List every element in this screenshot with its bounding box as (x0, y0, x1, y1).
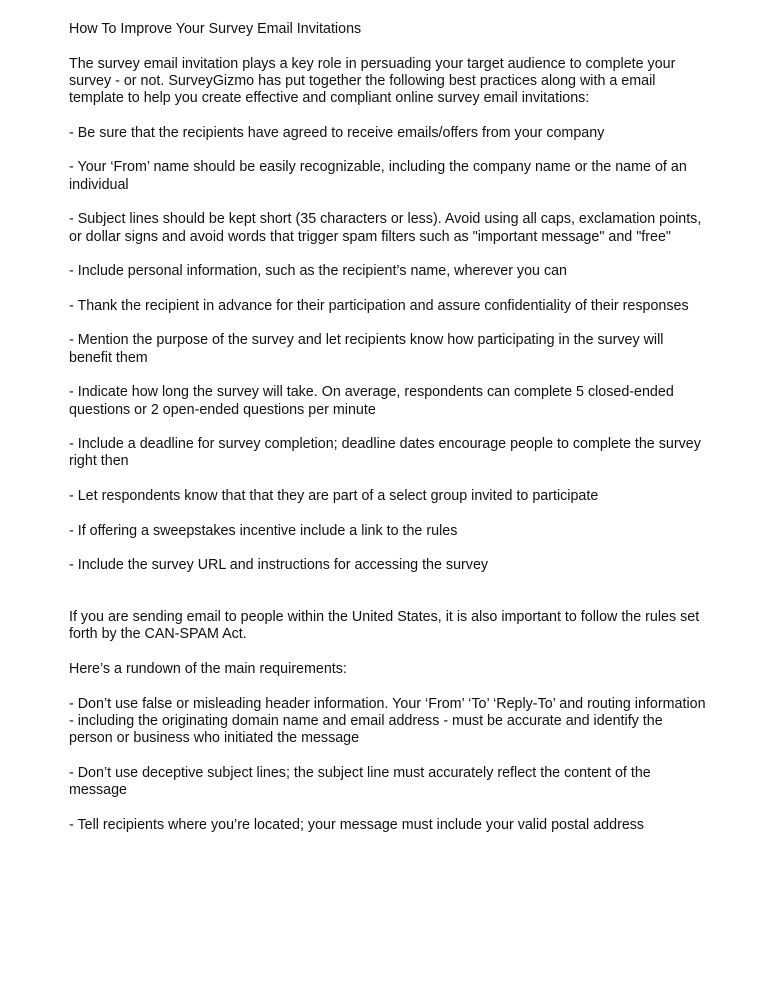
best-practice-item: - Include the survey URL and instructions for accessing the survey (69, 557, 489, 574)
document-page (69, 21, 709, 851)
requirement-item: - Don’t use deceptive subject lines; the subject line must accurately reflect the content of the message (69, 764, 651, 799)
best-practice-item: - If offering a sweepstakes incentive include a link to the rules (69, 522, 458, 539)
intro-paragraph: The survey email invitation plays a key role in persuading your target audience to complete your survey - or not. SurveyGizmo has put together the following best practices along with a email template to help you create effective and compliant online survey email invitations: (69, 55, 676, 107)
best-practice-item: - Mention the purpose of the survey and let recipients know how participating in the survey will benefit them (69, 332, 664, 366)
can-spam-intro: If you are sending email to people within the United States, it is also important to follow the rules set forth by the CAN-SPAM Act. (69, 609, 700, 643)
best-practice-item: - Thank the recipient in advance for their participation and assure confidentiality of their responses (69, 297, 689, 314)
rundown-heading: Here’s a rundown of the main requirements: (69, 660, 347, 677)
document-title: How To Improve Your Survey Email Invitations (69, 21, 362, 37)
best-practice-item: - Indicate how long the survey will take. On average, respondents can complete 5 closed-ended questions or 2 open-ended questions per minute (69, 384, 674, 418)
best-practice-item: - Subject lines should be kept short (35 characters or less). Avoid using all caps, exclamation points, or dollar signs and avoid words that trigger spam filters such as "important message" and "free" (69, 211, 702, 245)
section-spacer (69, 592, 709, 609)
best-practice-item: - Your ‘From’ name should be easily recognizable, including the company name or the name of an individual (69, 159, 687, 193)
best-practice-item: - Include personal information, such as the recipient’s name, wherever you can (69, 263, 568, 280)
best-practice-item: - Be sure that the recipients have agreed to receive emails/offers from your company (69, 124, 605, 141)
requirement-item: - Tell recipients where you’re located; your message must include your valid postal address (69, 816, 645, 833)
best-practice-item: - Include a deadline for survey completion; deadline dates encourage people to complete the survey right then (69, 436, 701, 470)
requirement-item: - Don’t use false or misleading header information. Your ‘From’ ‘To’ ‘Reply-To’ and routing information - including the originating domain name and email address - must be accurate and identify the person or business who initiated the message (69, 695, 706, 747)
best-practice-item: - Let respondents know that that they are part of a select group invited to participate (69, 488, 599, 505)
